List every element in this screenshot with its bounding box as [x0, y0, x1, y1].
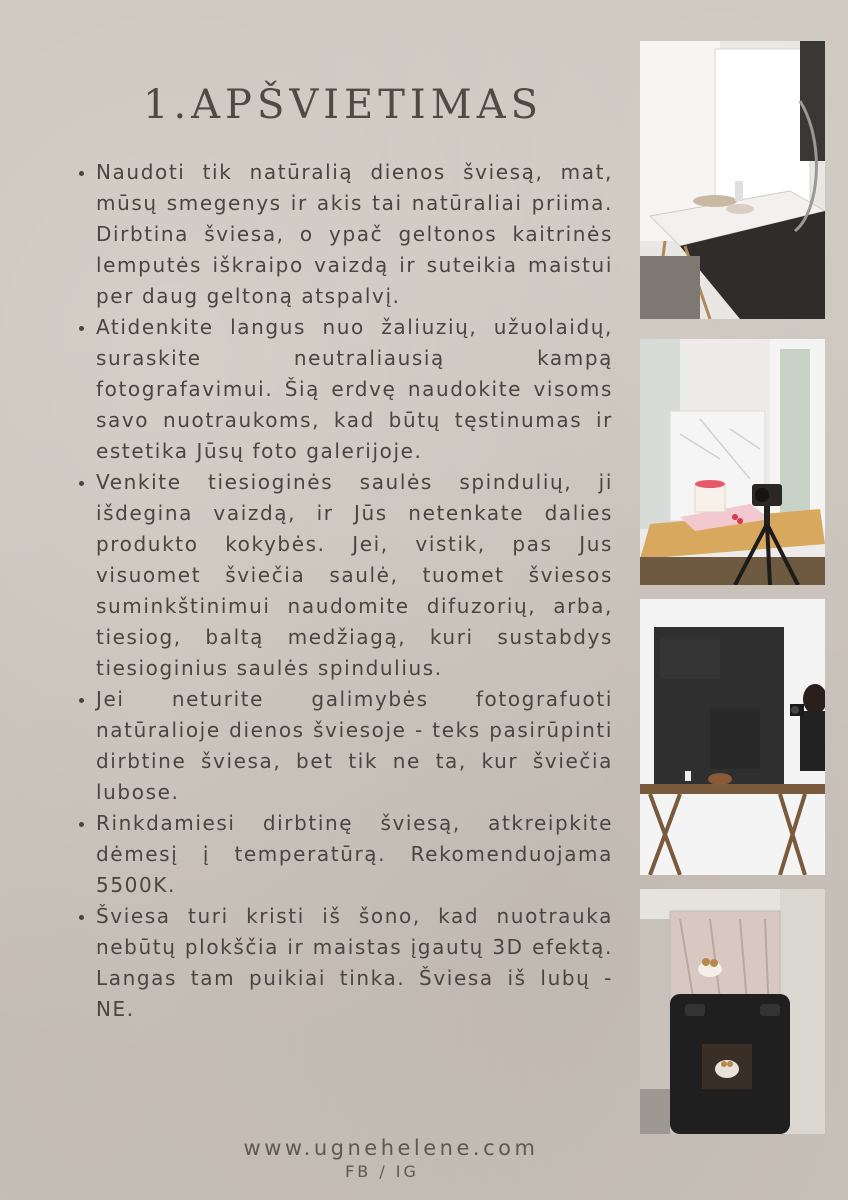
page-title: 1.APŠVIETIMAS	[143, 82, 543, 128]
list-item: • Jei neturite galimybės fotografuoti natūralioje dienos šviesoje - teks pasirūpinti dirbtine šviesa, bet tik ne ta, kur šviečia lubose.	[96, 684, 613, 808]
website-url: www.ugnehelene.com	[243, 1136, 539, 1160]
tips-list	[77, 157, 613, 1025]
list-item: • Šviesa turi kristi iš šono, kad nuotrauka nebūtų plokščia ir maistas įgautų 3D efektą. Langas tam puikiai tinka. Šviesa iš lubų - NE.	[96, 901, 613, 1025]
list-item: • Naudoti tik natūralią dienos šviesą, mat, mūsų smegenys ir akis tai natūraliai priima. Dirbtina šviesa, o ypač geltonos kaitrinės lemputės iškraipo vaizdą ir suteikia maistui per daug geltoną atspalvį.	[96, 157, 613, 312]
camera-overhead-shot-photo-icon	[640, 889, 825, 1134]
dark-backdrop-photographer-photo-icon	[640, 599, 825, 875]
list-item: • Venkite tiesioginės saulės spindulių, ji išdegina vaizdą, ir Jūs netenkate dalies produkto kokybės. Jei, vistik, pas Jus visuomet šviečia saulė, tuomet šviesos suminkštinimui naudomite difuzorių, arba, tiesiog, baltą medžiagą, kuri sustabdys tiesioginius saulės spindulius.	[96, 467, 613, 684]
white-backdrop-table-photo-icon	[640, 41, 825, 319]
social-links: FB / IG	[345, 1162, 419, 1181]
list-item: • Atidenkite langus nuo žaliuzių, užuolaidų, suraskite neutraliausią kampą fotografavimui. Šią erdvę naudokite visoms savo nuotraukoms, kad būtų tęstinumas ir estetika Jūsų foto galerijoje.	[96, 312, 613, 467]
list-item: • Rinkdamiesi dirbtinę šviesą, atkreipkite dėmesį į temperatūrą. Rekomenduojama 5500K.	[96, 808, 613, 901]
cake-camera-tripod-photo-icon	[640, 339, 825, 585]
